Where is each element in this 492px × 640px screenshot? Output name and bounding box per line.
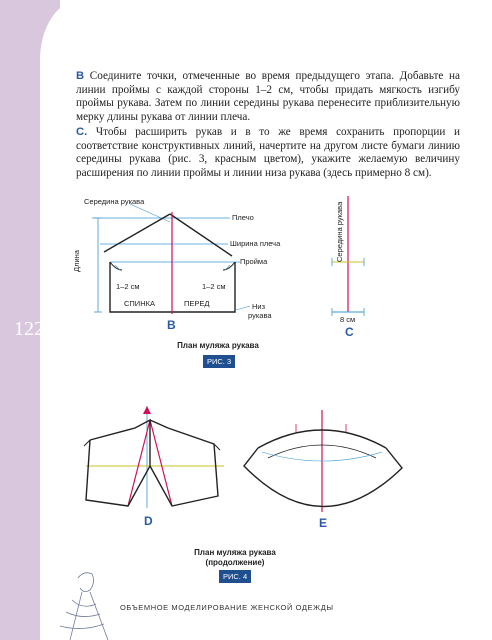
label-length: Длина: [72, 250, 81, 272]
figure-3b-letter: B: [167, 318, 176, 332]
label-shoulder-width: Ширина плеча: [230, 239, 281, 248]
paragraph-c-text: Чтобы расширить рукав и в то же время сохранить пропорции и соответствие конструктивных линий, начертите на другом листе бумаги линию середины рукава (рис. 3, красным цветом), укажите желаемую величину расширения по линии проймы и линии низа рукава (здесь примерно 8 см).: [76, 126, 461, 179]
figure-4d-drawing: [84, 406, 224, 508]
label-hem-line2: рукава: [248, 311, 272, 320]
figure-4d-letter: D: [144, 514, 153, 528]
figure-3-caption: План муляжа рукава: [177, 341, 259, 350]
label-sleeve-middle: Середина рукава: [84, 197, 145, 206]
paragraph-b-letter: B: [76, 70, 85, 82]
figure-4e-letter: E: [319, 516, 328, 530]
figure-4-caption-line2: (продолжение): [205, 558, 265, 567]
label-8cm: 8 см: [340, 315, 356, 324]
figure-4-caption-line1: План муляжа рукава: [194, 548, 276, 557]
figure-4e-drawing: [244, 410, 402, 512]
label-shoulder: Плечо: [232, 213, 254, 222]
label-back: СПИНКА: [124, 299, 155, 308]
paragraph-c-letter: C.: [76, 126, 88, 138]
figure-3-badge: РИС. 3: [203, 355, 235, 368]
figure-4-badge: РИС. 4: [219, 570, 251, 583]
label-front: ПЕРЕД: [184, 299, 210, 308]
figure-3c-letter: C: [345, 325, 354, 339]
figure-3b-drawing: [92, 204, 250, 314]
label-left-allowance: 1–2 см: [116, 282, 140, 291]
label-armhole: Пройма: [240, 257, 268, 266]
label-sleeve-middle-c: Середина рукава: [335, 201, 344, 262]
label-hem-line1: Низ: [252, 302, 266, 311]
page-number: 122: [14, 318, 44, 340]
fashion-figure-illustration: [60, 573, 108, 640]
book-footer-title: ОБЪЕМНОЕ МОДЕЛИРОВАНИЕ ЖЕНСКОЙ ОДЕЖДЫ: [120, 603, 334, 612]
label-right-allowance: 1–2 см: [202, 282, 226, 291]
paragraph-b-text: Соедините точки, отмеченные во время предыдущего этапа. Добавьте на линии проймы с каждой стороны 1–2 см, чтобы придать мягкость изгибу проймы рукава. Затем по линии середины рукава перенесите приблизительную мерку длины рукава от линии плеча.: [76, 70, 460, 123]
